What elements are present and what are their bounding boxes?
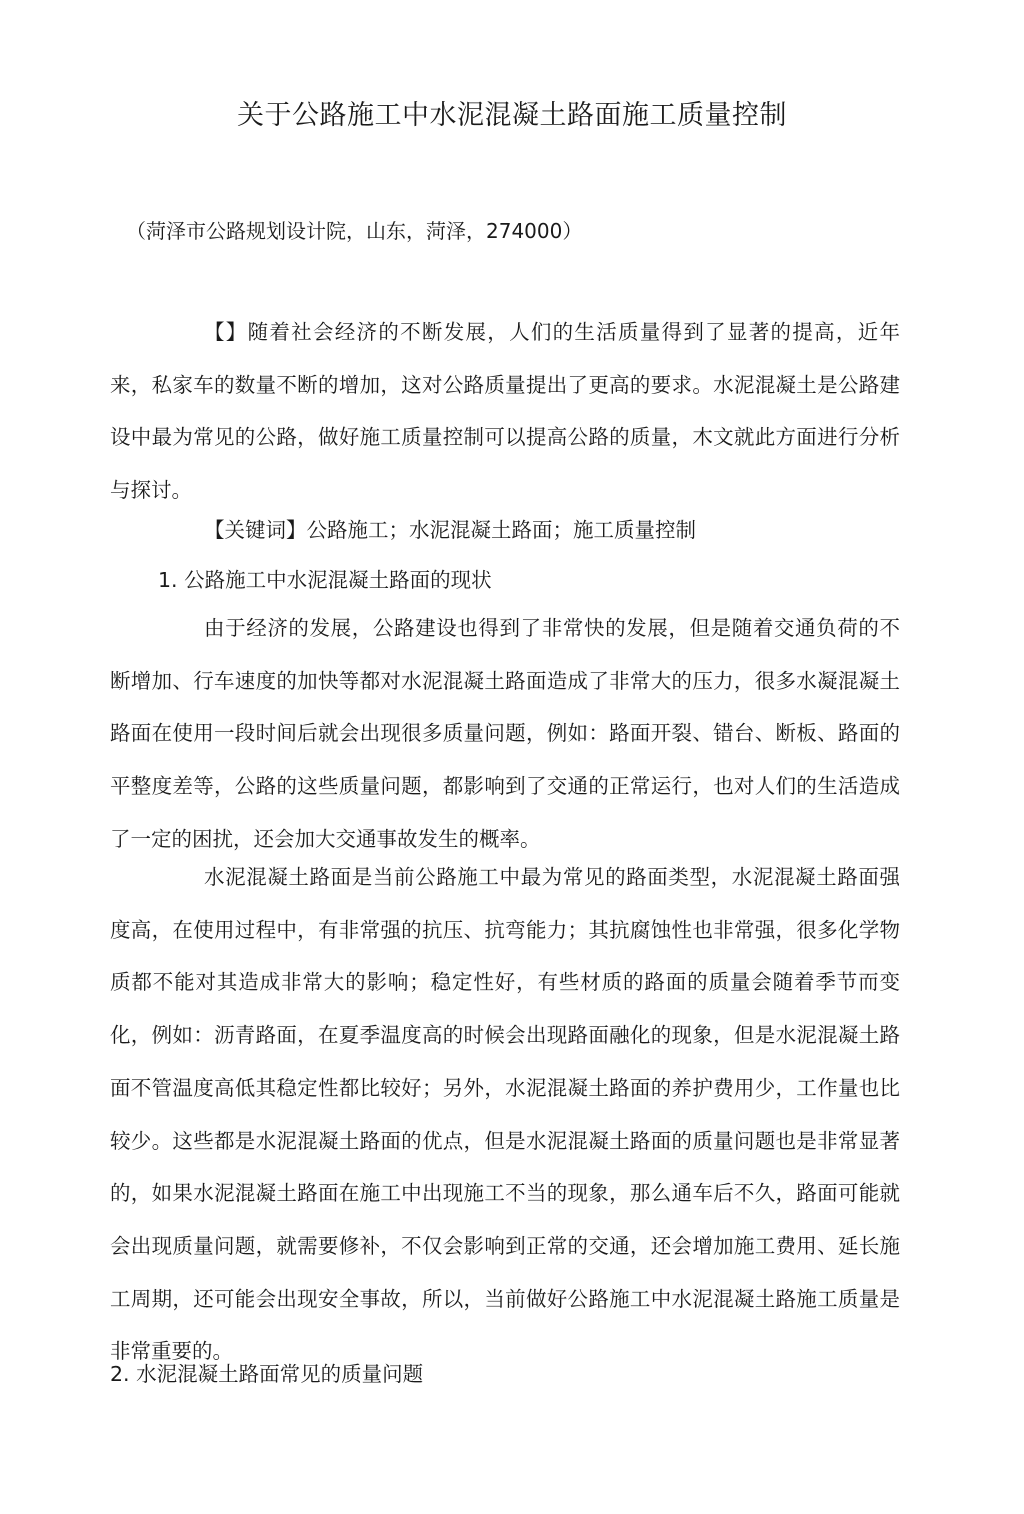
document-title: 关于公路施工中水泥混凝土路面施工质量控制: [237, 100, 787, 131]
author-affiliation: （菏泽市公路规划设计院，山东，菏泽，274000）: [126, 219, 583, 243]
section-heading-2: 2. 水泥混凝土路面常见的质量问题: [110, 1362, 424, 1386]
abstract-paragraph: 【】随着社会经济的不断发展，人们的生活质量得到了显著的提高，近年来，私家车的数量不断的增加，这对公路质量提出了更高的要求。水泥混凝土是公路建设中最为常见的公路，做好施工质量控制可以提高公路的质量，木文就此方面进行分析与探讨。: [110, 320, 900, 503]
section-heading-1: 1. 公路施工中水泥混凝土路面的现状: [158, 568, 492, 592]
section1-paragraph-1: 由于经济的发展，公路建设也得到了非常快的发展，但是随着交通负荷的不断增加、行车速度的加快等都对水泥混凝土路面造成了非常大的压力，很多水凝混凝土路面在使用一段时间后就会出现很多质量问题，例如：路面开裂、错台、断板、路面的平整度差等，公路的这些质量问题，都影响到了交通的正常运行，也对人们的生活造成了一定的困扰，还会加大交通事故发生的概率。: [110, 616, 900, 851]
keywords-line: 【关键词】公路施工；水泥混凝土路面；施工质量控制: [204, 518, 696, 542]
section1-paragraph-2: 水泥混凝土路面是当前公路施工中最为常见的路面类型，水泥混凝土路面强度高，在使用过程中，有非常强的抗压、抗弯能力；其抗腐蚀性也非常强，很多化学物质都不能对其造成非常大的影响；稳定性好，有些材质的路面的质量会随着季节而变化，例如：沥青路面，在夏季温度高的时候会出现路面融化的现象，但是水泥混凝土路面不管温度高低其稳定性都比较好；另外，水泥混凝土路面的养护费用少，工作量也比较少。这些都是水泥混凝土路面的优点，但是水泥混凝土路面的质量问题也是非常显著的，如果水泥混凝土路面在施工中出现施工不当的现象，那么通车后不久，路面可能就会出现质量问题，就需要修补，不仅会影响到正常的交通，还会增加施工费用、延长施工周期，还可能会出现安全事故，所以，当前做好公路施工中水泥混凝土路施工质量是非常重要的。: [110, 865, 900, 1364]
